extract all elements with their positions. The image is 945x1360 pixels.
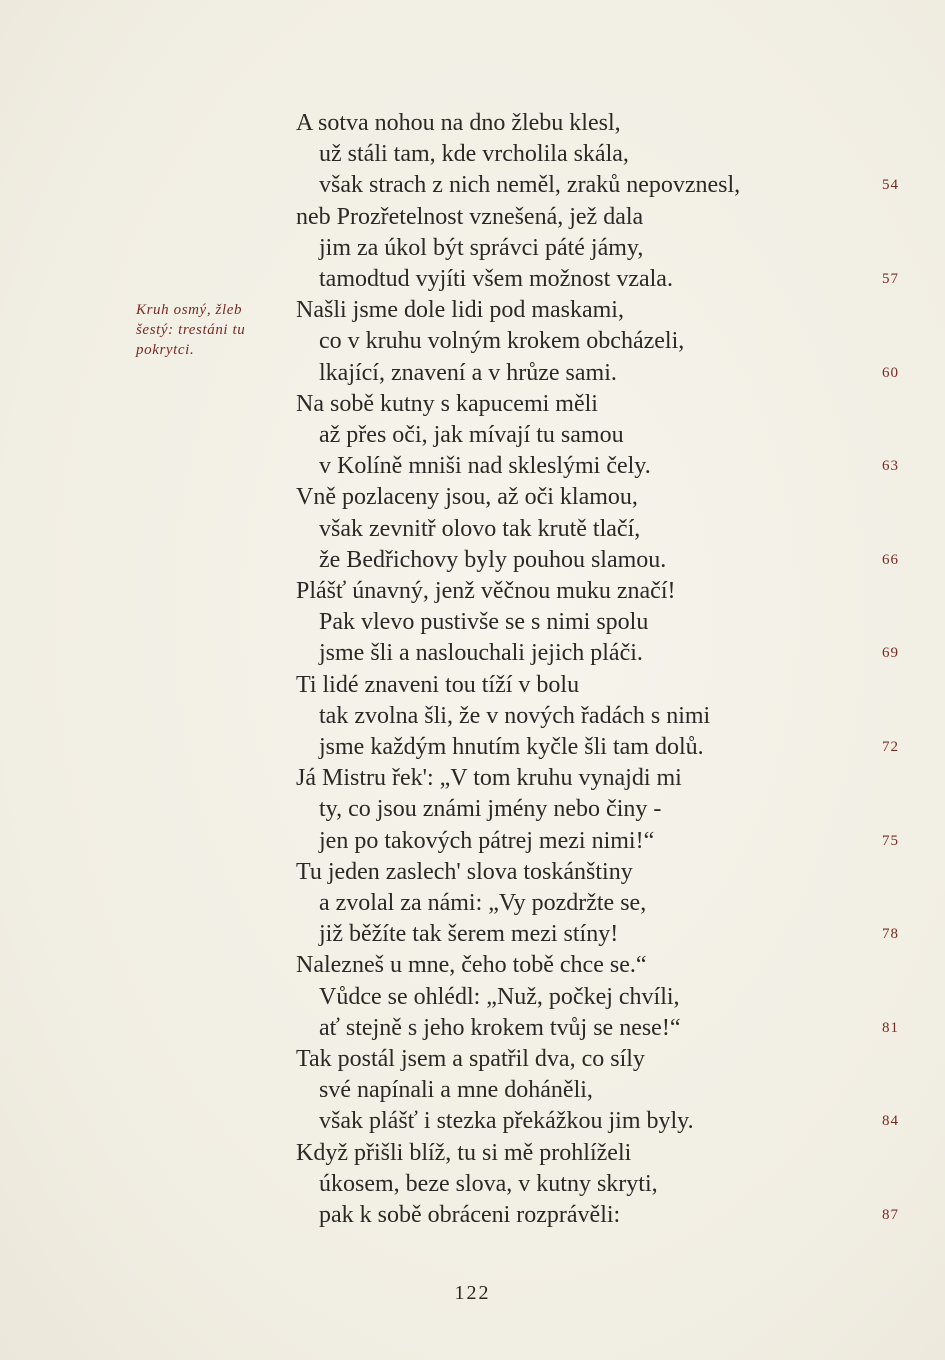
verse-line (0, 451, 945, 482)
verse-line (0, 1106, 945, 1137)
verse-line (0, 545, 945, 576)
verse-text: Ti lidé znaveni tou tíží v bolu (296, 671, 580, 698)
verse-text: Já Mistru řek': „V tom kruhu vynajdi mi (296, 765, 682, 792)
verse-text: tamodtud vyjíti všem možnost vzala. (319, 266, 673, 292)
verse-line (0, 482, 945, 513)
verse-line (0, 358, 945, 389)
verse-text: tak zvolna šli, že v nových řadách s nimi (319, 702, 711, 729)
verse-line (0, 326, 945, 357)
verse-text: že Bedřichovy byly pouhou slamou. (319, 546, 667, 573)
verse-line (0, 108, 945, 139)
line-number: 69 (882, 645, 899, 662)
verse-text: ty, co jsou známi jmény nebo činy - (319, 796, 662, 823)
verse-line (0, 982, 945, 1013)
verse-line (0, 295, 945, 326)
verse-line (0, 576, 945, 607)
line-number: 60 (882, 364, 899, 381)
verse-line (0, 170, 945, 201)
verse-text: už stáli tam, kde vrcholila skála, (319, 141, 629, 168)
verse-line (0, 1138, 945, 1169)
verse-line (0, 1044, 945, 1075)
verse-text: však plášť i stezka překážkou jim byly. (319, 1108, 694, 1135)
margin-note-line: šestý: trestáni tu (136, 322, 246, 338)
verse-line (0, 1169, 945, 1200)
verse-line (0, 794, 945, 825)
verse-text: pak k sobě obráceni rozprávěli: (319, 1202, 621, 1228)
verse-text: však strach z nich neměl, zraků nepovznesl, (319, 172, 741, 199)
verse-text: neb Prozřetelnost vznešená, jež dala (296, 203, 644, 230)
verse-line (0, 701, 945, 732)
verse-line (0, 919, 945, 950)
verse-text: však zevnitř olovo tak krutě tlačí, (319, 515, 641, 542)
verse-line (0, 389, 945, 420)
verse-text: lkající, znavení a v hrůze sami. (319, 359, 617, 386)
verse-text: Nalezneš u mne, čeho tobě chce se.“ (296, 952, 647, 979)
verse-line (0, 202, 945, 233)
line-number: 72 (882, 739, 899, 755)
margin-note-line: Kruh osmý, žleb (136, 302, 243, 318)
verse-line (0, 514, 945, 545)
verse-text: ať stejně s jeho krokem tvůj se nese!“ (319, 1014, 681, 1041)
verse-text: Na sobě kutny s kapucemi měli (296, 390, 598, 417)
verse-text: až přes oči, jak mívají tu samou (319, 422, 624, 448)
line-number: 84 (882, 1113, 899, 1130)
line-number: 63 (882, 458, 899, 475)
verse-text: v Kolíně mniši nad skleslými čely. (319, 453, 651, 480)
verse-text: a zvolal za námi: „Vy pozdržte se, (319, 890, 647, 916)
verse-line (0, 1200, 945, 1231)
verse-line (0, 607, 945, 638)
verse-text: již běžíte tak šerem mezi stíny! (319, 921, 619, 948)
verse-text: své napínali a mne doháněli, (319, 1077, 593, 1104)
verse-line (0, 264, 945, 295)
verse-line (0, 1075, 945, 1106)
verse-line (0, 139, 945, 170)
verse-text: Plášť únavný, jenž věčnou muku značí! (296, 578, 676, 604)
line-number: 57 (882, 271, 899, 287)
verse-text: Pak vlevo pustivše se s nimi spolu (319, 609, 649, 636)
verse-text: jen po takových pátrej mezi nimi!“ (319, 827, 655, 854)
verse-text: úkosem, beze slova, v kutny skryti, (319, 1170, 658, 1197)
verse-line (0, 732, 945, 763)
verse-text: jim za úkol být správci páté jámy, (319, 234, 644, 261)
page-number: 122 (454, 1282, 491, 1304)
verse-text: jsme šli a naslouchali jejich pláči. (319, 640, 643, 667)
verse-text: Vůdce se ohlédl: „Nuž, počkej chvíli, (319, 983, 680, 1010)
verse-text: Tu jeden zaslech' slova toskánštiny (296, 858, 633, 885)
verse-text: jsme každým hnutím kyčle šli tam dolů. (319, 734, 704, 760)
verse-text: Když přišli blíž, tu si mě prohlíželi (296, 1139, 632, 1166)
verse-text: Vně pozlaceny jsou, až oči klamou, (296, 484, 638, 511)
verse-line (0, 888, 945, 919)
line-number: 78 (882, 926, 899, 943)
verse-line (0, 826, 945, 857)
verse-line (0, 763, 945, 794)
line-number: 66 (882, 551, 899, 568)
verse-text: co v kruhu volným krokem obcházeli, (319, 328, 685, 355)
verse-line (0, 857, 945, 888)
verse-line (0, 233, 945, 264)
verse-line (0, 1013, 945, 1044)
line-number: 81 (882, 1019, 899, 1036)
verse-line (0, 638, 945, 669)
verse-line (0, 670, 945, 701)
verse-text: A sotva nohou na dno žlebu klesl, (296, 110, 621, 136)
verse-text: Tak postál jsem a spatřil dva, co síly (296, 1046, 645, 1072)
verse-text: Našli jsme dole lidi pod maskami, (296, 297, 624, 324)
line-number: 87 (882, 1207, 899, 1223)
margin-note-line: pokrytci. (136, 342, 195, 358)
verse-line (0, 950, 945, 981)
line-number: 54 (882, 177, 899, 194)
line-number: 75 (882, 832, 899, 849)
verse-line (0, 420, 945, 451)
